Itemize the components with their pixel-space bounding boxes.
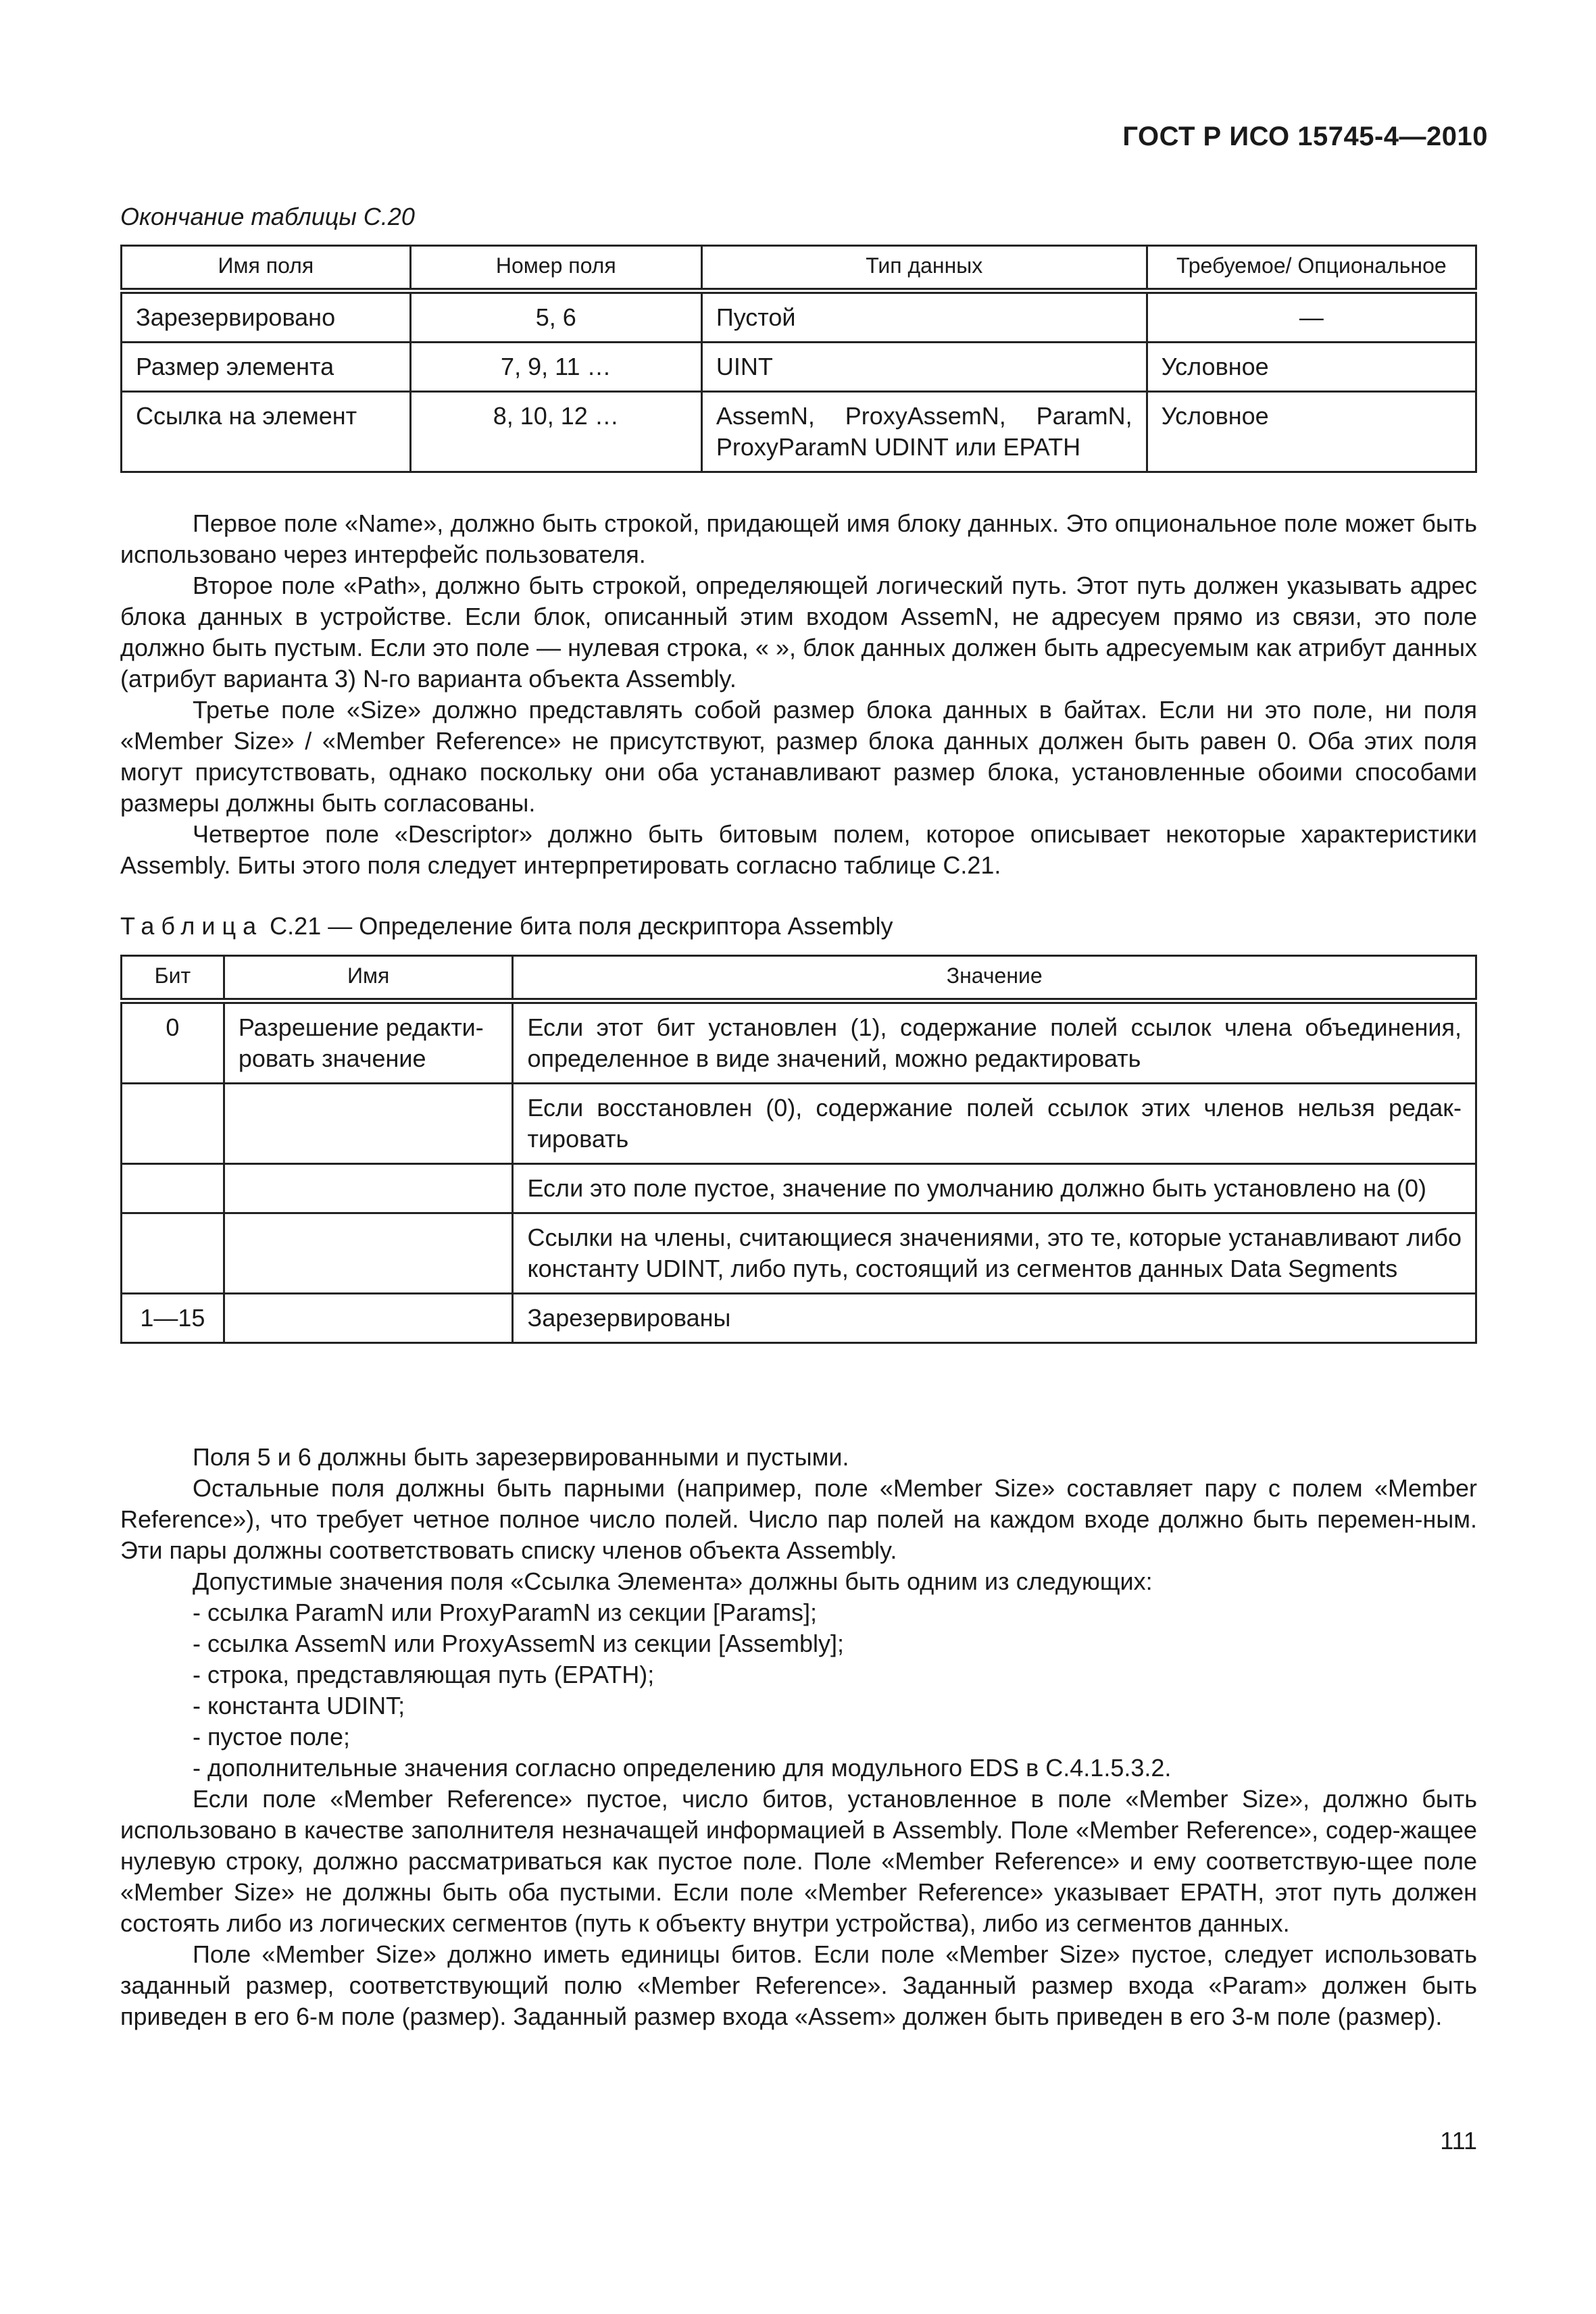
table-20 (120, 245, 1477, 473)
table-row (122, 392, 1476, 472)
table-cell (224, 1084, 513, 1164)
table-cell: Зарезервировано (122, 291, 411, 343)
list-item: - ссылка AssemN или ProxyAssemN из секции [Assembly]; (193, 1630, 845, 1657)
paragraph: Допустимые значения поля «Ссылка Элемента» должны быть одним из следующих: (193, 1567, 1153, 1595)
paragraph: Если поле «Member Reference» пустое, число битов, установленное в поле «Member Size», должно быть использовано в качестве заполнителя незначащей информацией в Assembly. Поле «Member Reference», содер-жащее нулевую строку, должно рассматриваться как пустое поле. Поле «Member Reference» и ему соответствую-щее поле «Member Size» не должны быть оба пустыми. Если поле «Member Reference» указывает EPATH, этот путь должен состоять либо из логических сегментов (путь к объекту внутри устройства), либо из сегментов данных. (120, 1785, 1477, 1937)
list-item: - дополнительные значения согласно определению для модульного EDS в С.4.1.5.3.2. (193, 1754, 1172, 1782)
table-20-header-row (122, 246, 1476, 291)
table-cell: Условное (1147, 392, 1476, 472)
list-item: - пустое поле; (193, 1723, 350, 1751)
body-text-block-1 (120, 508, 1477, 881)
table-cell: Пустой (701, 291, 1147, 343)
table-cell (122, 1084, 224, 1164)
table-cell: Условное (1147, 343, 1476, 392)
table-cell: Ссылки на члены, считающиеся значениями, это те, которые устанавливают либо константу UDINT, либо путь, состоящий из сегментов данных Data Segments (513, 1213, 1476, 1294)
table-row (122, 1164, 1476, 1213)
column-header-name: Имя (224, 956, 513, 1001)
table-cell (122, 1213, 224, 1294)
table-21-header-row (122, 956, 1476, 1001)
paragraph: Третье поле «Size» должно представлять собой размер блока данных в байтах. Если ни это поле, ни поля «Member Size» / «Member Reference» не присутствуют, размер блока данных должен быть равен 0. Оба этих поля могут присутствовать, однако поскольку они оба устанавливают размер блока, установленные обоими способами размеры должны быть согласованы. (120, 696, 1477, 817)
paragraph: Четвертое поле «Descriptor» должно быть битовым полем, которое описывает некоторые характеристики Assembly. Биты этого поля следует интерпретировать согласно таблице С.21. (120, 820, 1477, 879)
table-cell (122, 1164, 224, 1213)
table-row (122, 1001, 1476, 1084)
table-cell: UINT (701, 343, 1147, 392)
table-cell: Разрешение редакти-ровать значение (224, 1001, 513, 1084)
paragraph: Поле «Member Size» должно иметь единицы битов. Если поле «Member Size» пустое, следует использовать заданный размер, соответствующий полю «Member Reference». Заданный размер входа «Param» должен быть приведен в его 6-м поле (размер). Заданный размер входа «Assem» должен быть приведен в его 3-м поле (размер). (120, 1940, 1477, 2030)
table-21-caption (120, 912, 893, 940)
table-cell: Зарезервированы (513, 1294, 1476, 1343)
table-cell: 8, 10, 12 … (410, 392, 701, 472)
table-cell: Размер элемента (122, 343, 411, 392)
table-cell: 7, 9, 11 … (410, 343, 701, 392)
table-cell: AssemN, ProxyAssemN, ParamN, ProxyParamN UDINT или EPATH (701, 392, 1147, 472)
paragraph: Поля 5 и 6 должны быть зарезервированными и пустыми. (193, 1443, 849, 1471)
table-cell: 0 (122, 1001, 224, 1084)
table-row (122, 1294, 1476, 1343)
table-21-caption-label: Таблица (120, 912, 264, 940)
table-row (122, 291, 1476, 343)
table-cell: Ссылка на элемент (122, 392, 411, 472)
table-row (122, 343, 1476, 392)
list-item: - строка, представляющая путь (EPATH); (193, 1661, 655, 1688)
table-row (122, 1213, 1476, 1294)
column-header-bit: Бит (122, 956, 224, 1001)
table-21 (120, 955, 1477, 1344)
table-row (122, 1084, 1476, 1164)
table-cell: Если восстановлен (0), содержание полей ссылок этих членов нельзя редак-тировать (513, 1084, 1476, 1164)
table-cell (224, 1294, 513, 1343)
table-cell: 5, 6 (410, 291, 701, 343)
document-code-header: ГОСТ Р ИСО 15745-4—2010 (1122, 122, 1488, 151)
column-header-data-type: Тип данных (701, 246, 1147, 291)
paragraph: Второе поле «Path», должно быть строкой, определяющей логический путь. Этот путь должен указывать адрес блока данных в устройстве. Если блок, описанный этим входом AssemN, не адресуем прямо из связи, это поле должно быть пустым. Если это поле — нулевая строка, « », блок данных должен быть адресуемым как атрибут данных (атрибут варианта 3) N-го варианта объекта Assembly. (120, 572, 1477, 693)
list-item: - константа UDINT; (193, 1692, 405, 1719)
column-header-required-optional: Требуемое/ Опциональное (1147, 246, 1476, 291)
table-cell: — (1147, 291, 1476, 343)
column-header-field-number: Номер поля (410, 246, 701, 291)
column-header-field-name: Имя поля (122, 246, 411, 291)
paragraph: Первое поле «Name», должно быть строкой, придающей имя блоку данных. Это опциональное поле может быть использовано через интерфейс пользователя. (120, 509, 1477, 568)
table-20-caption: Окончание таблицы С.20 (120, 203, 415, 230)
page-number: 111 (1440, 2127, 1477, 2155)
table-21-caption-title: С.21 — Определение бита поля дескриптора Assembly (270, 912, 893, 940)
paragraph: Остальные поля должны быть парными (например, поле «Member Size» составляет пару с полем «Member Reference»), что требует четное полное число полей. Число пар полей на каждом входе должно быть перемен-ным. Эти пары должны соответствовать списку членов объекта Assembly. (120, 1474, 1477, 1564)
table-cell: Если это поле пустое, значение по умолчанию должно быть установлено на (0) (513, 1164, 1476, 1213)
list-item: - ссылка ParamN или ProxyParamN из секции [Params]; (193, 1599, 818, 1626)
body-text-block-2 (120, 1442, 1477, 2032)
table-cell (224, 1213, 513, 1294)
table-cell: 1—15 (122, 1294, 224, 1343)
table-cell (224, 1164, 513, 1213)
table-cell: Если этот бит установлен (1), содержание полей ссылок члена объединения, определенное в виде значений, можно редактировать (513, 1001, 1476, 1084)
column-header-value: Значение (513, 956, 1476, 1001)
